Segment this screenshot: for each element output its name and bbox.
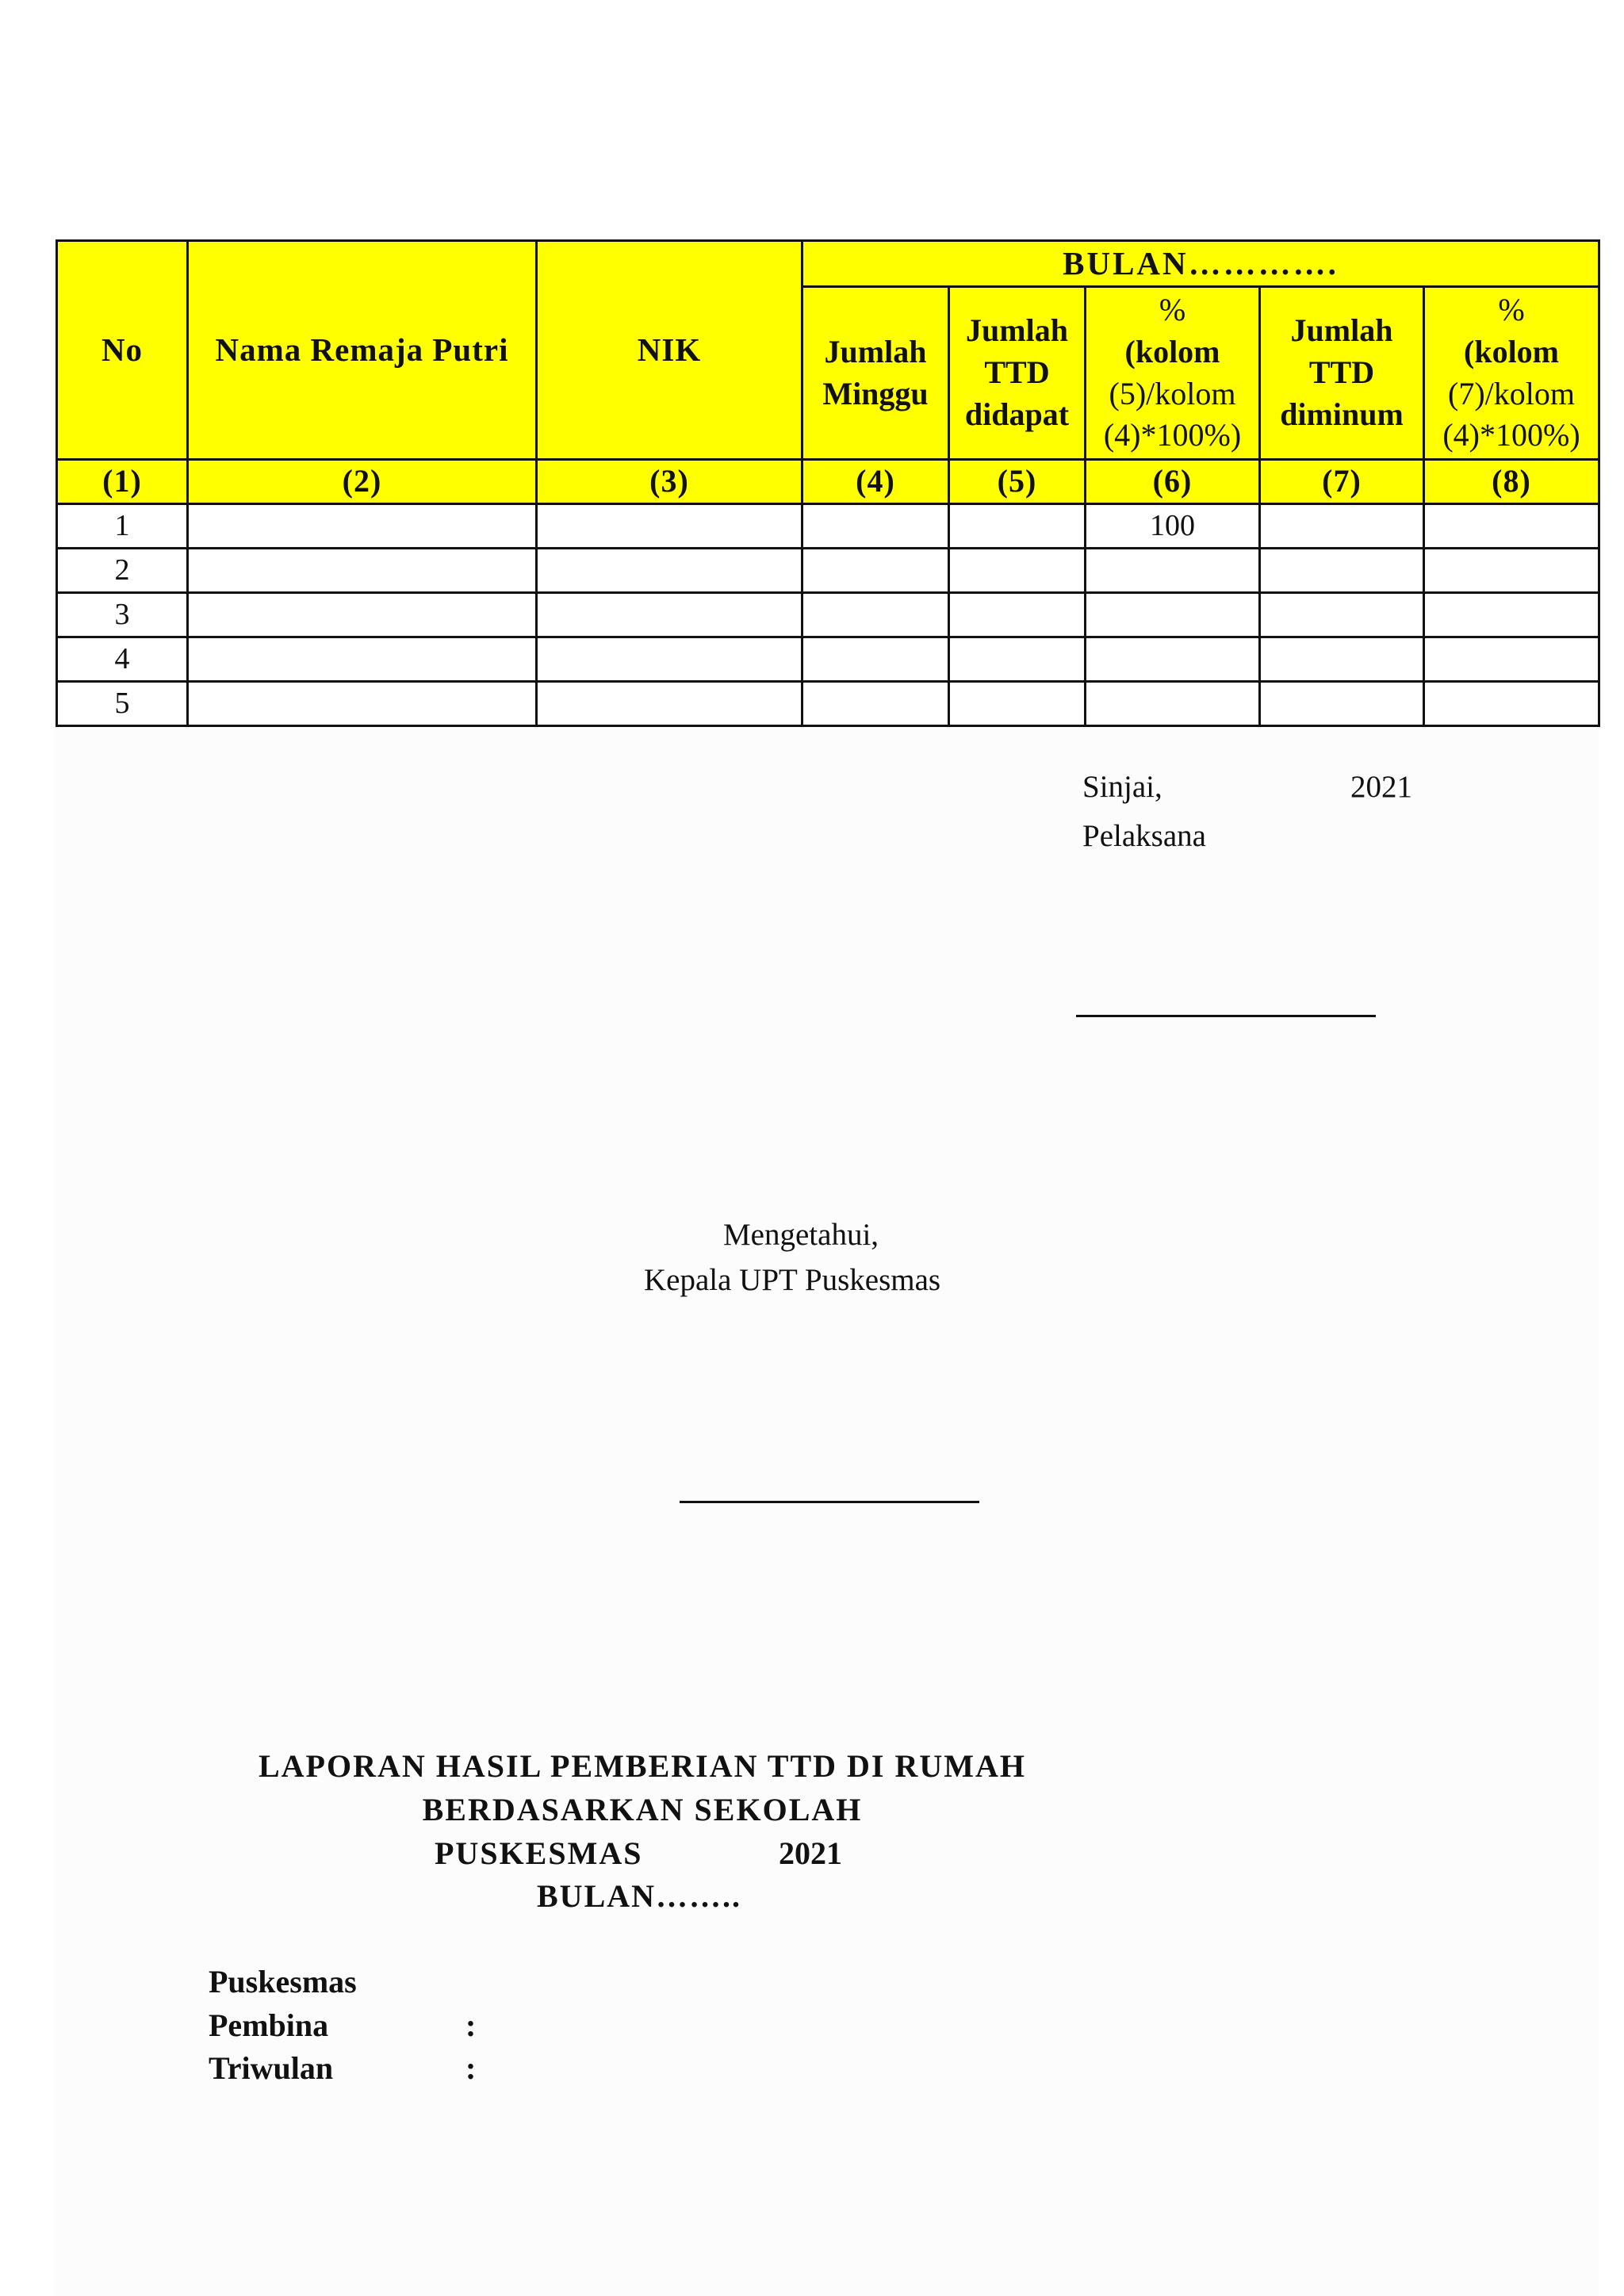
table-row [57,503,1599,548]
cell-nik[interactable] [537,681,802,725]
col-number-1: (1) [57,460,188,504]
cell-nama[interactable] [188,503,537,548]
cell-nik[interactable] [537,592,802,637]
cell-nama[interactable] [188,681,537,725]
cell-persen-5-4[interactable] [1086,548,1260,592]
col-number-4: (4) [802,460,949,504]
signature-mengetahui: Mengetahui, [723,1218,879,1252]
cell-persen-7-4[interactable] [1424,637,1599,681]
col-number-5: (5) [949,460,1086,504]
cell-nama[interactable] [188,637,537,681]
cell-persen-5-4[interactable] [1086,592,1260,637]
cell-jumlah-ttd-diminum[interactable] [1260,503,1424,548]
signature-kepala-title: Kepala UPT Puskesmas [644,1263,941,1297]
ttd-report-table [56,239,1600,727]
cell-jumlah-ttd-didapat[interactable] [949,681,1086,725]
cell-persen-5-4[interactable] [1086,681,1260,725]
signature-line-kepala [680,1501,979,1503]
header-persen-kolom-5-4: % (kolom (5)/kolom (4)*100%) [1086,287,1260,460]
cell-nama[interactable] [188,548,537,592]
cell-jumlah-ttd-didapat[interactable] [949,637,1086,681]
field-label-puskesmas: Puskesmas [209,1964,357,1999]
field-label-pembina: Pembina [209,2007,329,2043]
cell-persen-5-4[interactable] [1086,637,1260,681]
cell-jumlah-ttd-diminum[interactable] [1260,637,1424,681]
report-title-line2: BERDASARKAN SEKOLAH [422,1792,863,1827]
cell-no: 3 [57,592,188,637]
cell-jumlah-ttd-didapat[interactable] [949,592,1086,637]
col-number-7: (7) [1260,460,1424,504]
cell-jumlah-minggu[interactable] [802,637,949,681]
header-nik: NIK [537,241,802,460]
cell-jumlah-minggu[interactable] [802,681,949,725]
cell-nik[interactable] [537,503,802,548]
field-separator-triwulan: : [465,2050,477,2086]
cell-nik[interactable] [537,548,802,592]
signature-line-pelaksana [1076,1015,1376,1017]
cell-jumlah-ttd-didapat[interactable] [949,548,1086,592]
report-title-puskesmas: PUSKESMAS [435,1835,643,1871]
cell-no: 4 [57,637,188,681]
table-row [57,681,1599,725]
cell-nama[interactable] [188,592,537,637]
header-jumlah-minggu: Jumlah Minggu [802,287,949,460]
cell-no: 1 [57,503,188,548]
cell-jumlah-ttd-didapat[interactable] [949,503,1086,548]
cell-no: 2 [57,548,188,592]
cell-persen-5-4[interactable]: 100 [1086,503,1260,548]
report-title-line1: LAPORAN HASIL PEMBERIAN TTD DI RUMAH [258,1748,1026,1784]
signature-kepala-block [0,1217,1624,1298]
cell-nik[interactable] [537,637,802,681]
cell-jumlah-ttd-diminum[interactable] [1260,592,1424,637]
field-separator-pembina: : [465,2007,477,2043]
header-nama-remaja-putri: Nama Remaja Putri [188,241,537,460]
field-label-triwulan: Triwulan [209,2050,334,2086]
cell-persen-7-4[interactable] [1424,592,1599,637]
report-title-year: 2021 [779,1835,842,1871]
cell-persen-7-4[interactable] [1424,503,1599,548]
cell-persen-7-4[interactable] [1424,548,1599,592]
col-number-3: (3) [537,460,802,504]
cell-jumlah-ttd-diminum[interactable] [1260,681,1424,725]
col-number-2: (2) [188,460,537,504]
signature-place: Sinjai, [1082,770,1162,804]
header-persen-kolom-7-4: % (kolom (7)/kolom (4)*100%) [1424,287,1599,460]
cell-persen-7-4[interactable] [1424,681,1599,725]
cell-jumlah-minggu[interactable] [802,503,949,548]
cell-jumlah-minggu[interactable] [802,592,949,637]
table-row [57,637,1599,681]
table-row [57,592,1599,637]
report-title-bulan: BULAN…….. [537,1878,742,1914]
signature-role-pelaksana: Pelaksana [1082,819,1206,853]
header-jumlah-ttd-diminum: Jumlah TTD diminum [1260,287,1424,460]
col-number-6: (6) [1086,460,1260,504]
signature-year: 2021 [1350,770,1412,804]
table-row [57,548,1599,592]
header-jumlah-ttd-didapat: Jumlah TTD didapat [949,287,1086,460]
header-bulan: BULAN…………. [802,241,1599,287]
cell-jumlah-minggu[interactable] [802,548,949,592]
cell-jumlah-ttd-diminum[interactable] [1260,548,1424,592]
col-number-8: (8) [1424,460,1599,504]
header-no: No [57,241,188,460]
cell-no: 5 [57,681,188,725]
